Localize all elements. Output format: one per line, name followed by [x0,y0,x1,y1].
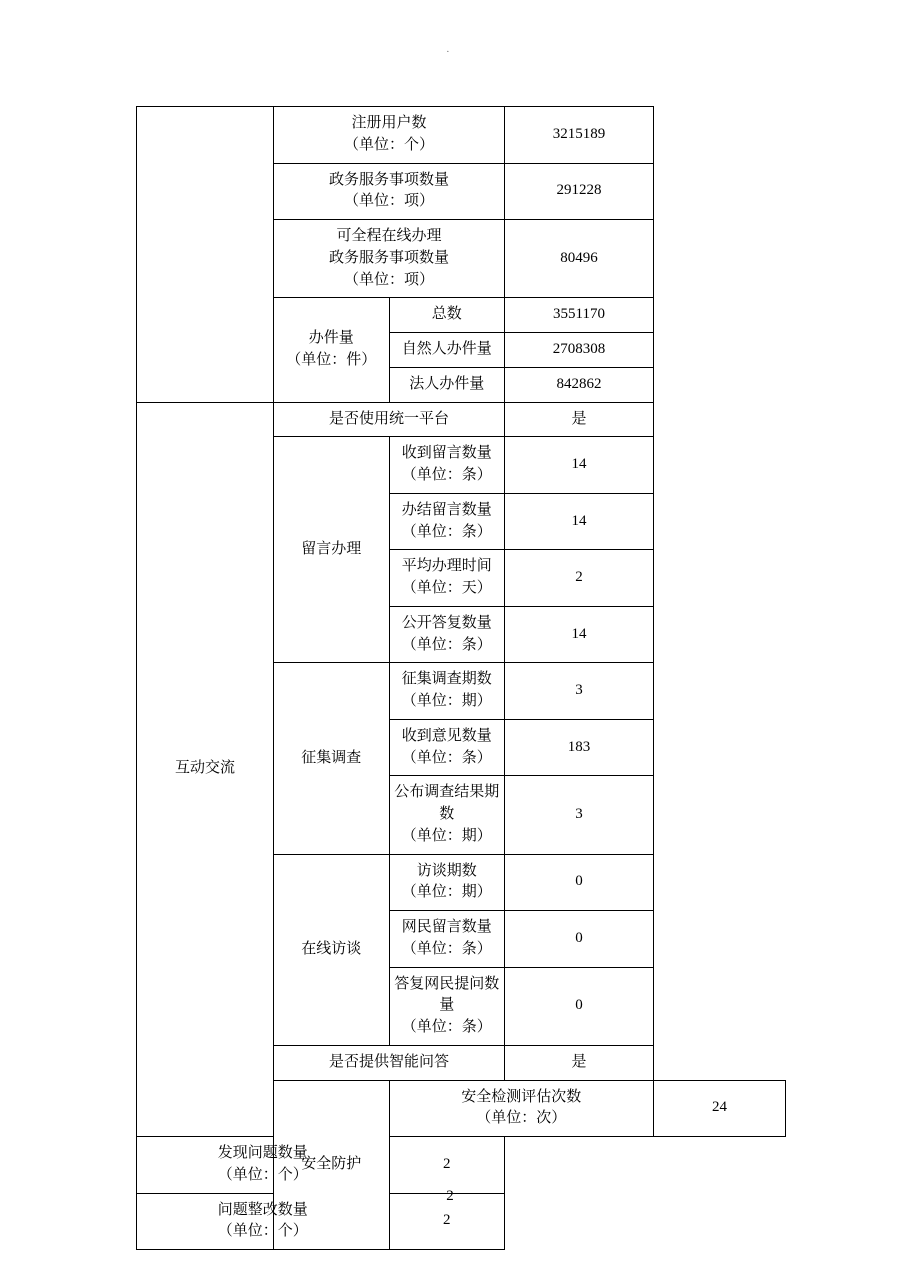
row-label-online-interviews: 在线访谈 [274,854,390,1045]
row-label-handled-volume [274,298,390,402]
label-text: 征集调查期数 [401,671,492,688]
category-cell-security: 安全防护 [274,1080,390,1250]
label-unit: （单位：项） [343,271,434,288]
row-label-message-handling: 留言办理 [274,437,390,663]
table-row [137,402,786,437]
sub-label-answered-questions [389,967,505,1045]
label-unit: （单位：条） [401,636,492,653]
label-text: 安全检测评估次数 [461,1088,582,1105]
sub-value-natural-person: 2708308 [505,333,654,368]
label-unit: （单位：项） [343,193,434,210]
page-number: 2 [446,1188,454,1204]
label-unit: （单位：天） [401,580,492,596]
label-unit: （单位：条） [401,1019,492,1035]
row-value-full-online-items: 80496 [505,220,654,298]
label-text: 收到留言数量 [401,445,492,462]
row-label-unified-platform: 是否使用统一平台 [274,402,505,437]
label-unit: （单位：期） [401,884,492,901]
sub-value-interview-sessions: 0 [505,854,654,911]
sub-value-received-messages: 14 [505,437,654,494]
sub-label-public-replies [389,606,505,663]
label-unit: （单位：个） [217,1223,308,1240]
label-text: 办件量 [308,330,354,347]
label-text: 发现问题数量 [217,1145,308,1161]
sub-value-total: 3551170 [505,298,654,333]
row-value-unified-platform: 是 [505,402,654,437]
row-label-gov-service-items [274,163,505,220]
label-text: 答复网民提问数量 [394,975,500,1014]
sub-value-completed-messages: 14 [505,493,654,550]
row-label-registered-users [274,107,505,164]
sub-label-survey-sessions [389,663,505,720]
label-unit: （单位：条） [401,749,492,766]
row-label-smart-qa: 是否提供智能问答 [274,1045,505,1080]
label-text: 问题整改数量 [217,1201,308,1218]
row-value-issues-found: 2 [389,1137,505,1194]
row-value-registered-users: 3215189 [505,107,654,164]
sub-label-completed-messages [389,493,505,550]
label-text: 网民留言数量 [401,919,492,935]
label-text: 公开答复数量 [401,614,492,631]
row-value-issues-fixed: 2 [389,1193,505,1250]
label-text: 收到意见数量 [401,727,492,744]
sub-label-received-messages [389,437,505,494]
sub-label-total: 总数 [389,298,505,333]
row-value-security-assessments: 24 [654,1080,786,1137]
label-unit: （单位：条） [401,523,492,540]
sub-label-interview-sessions [389,854,505,911]
label-text: 政务服务事项数量 [328,171,449,188]
sub-label-netizen-messages [389,911,505,968]
sub-label-published-results [389,776,505,854]
sub-label-average-time [389,550,505,607]
sub-label-opinions-received [389,719,505,776]
label-unit: （单位：条） [401,940,492,957]
sub-value-average-time: 2 [505,550,654,607]
sub-label-natural-person: 自然人办件量 [389,333,505,368]
label-text-line1: 可全程在线办理 [336,228,442,244]
statistics-table [136,106,786,1250]
label-unit: （单位：条） [401,467,492,483]
row-value-smart-qa: 是 [505,1045,654,1080]
row-label-security-assessments [389,1080,654,1137]
label-unit: （单位：件） [286,351,377,368]
sub-value-published-results: 3 [505,776,654,854]
label-unit: （单位：次） [476,1110,567,1127]
label-text: 办结留言数量 [401,501,492,518]
label-unit: （单位：个） [217,1166,308,1183]
table-row [137,1137,786,1194]
sub-value-netizen-messages: 0 [505,911,654,968]
table-row [137,107,786,164]
top-page-mark: · [446,46,450,58]
label-text: 访谈期数 [416,862,477,879]
sub-value-public-replies: 14 [505,606,654,663]
category-cell-interaction: 互动交流 [137,402,274,1137]
sub-value-opinions-received: 183 [505,719,654,776]
row-value-gov-service-items: 291228 [505,163,654,220]
sub-value-legal-person: 842862 [505,367,654,402]
row-label-surveys: 征集调查 [274,663,390,854]
label-text-line2: 政务服务事项数量 [328,249,449,266]
category-cell-top [137,107,274,403]
row-label-full-online-items [274,220,505,298]
sub-label-legal-person: 法人办件量 [389,367,505,402]
sub-value-answered-questions: 0 [505,967,654,1045]
label-unit: （单位：个） [343,136,434,153]
label-text: 注册用户数 [351,115,427,131]
label-text: 平均办理时间 [401,558,492,575]
sub-value-survey-sessions: 3 [505,663,654,720]
label-text: 公布调查结果期数 [394,784,500,822]
label-unit: （单位：期） [401,693,492,709]
label-unit: （单位：期） [401,827,492,844]
